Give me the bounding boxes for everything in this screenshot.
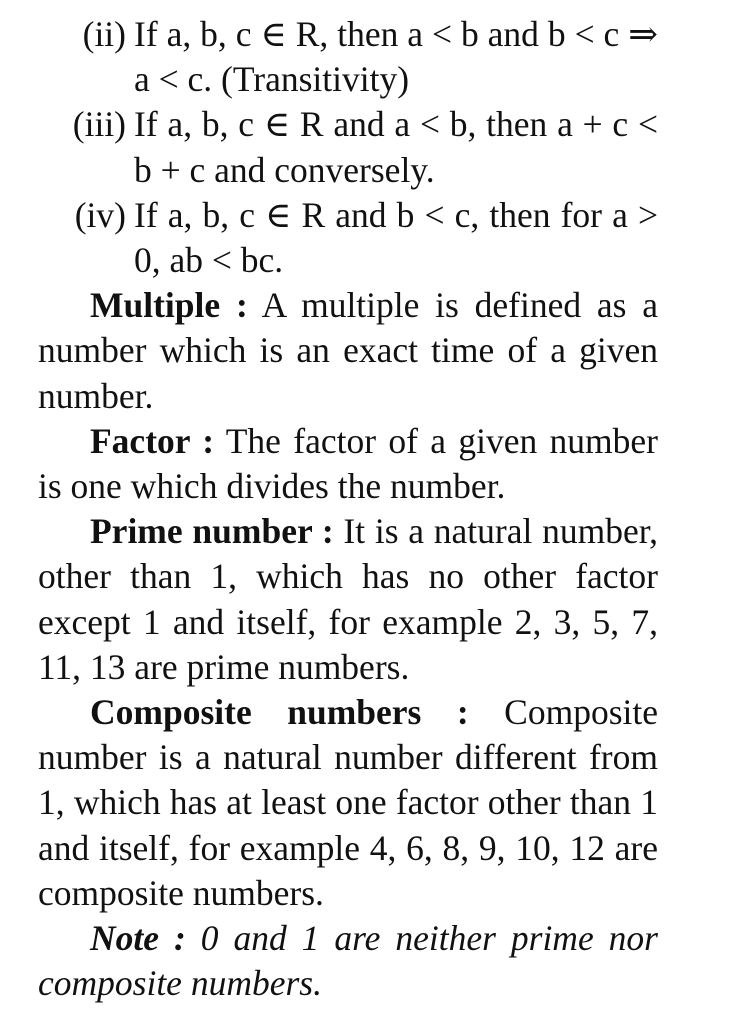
factor-term: Factor : [90,420,215,461]
multiple-definition [38,283,658,419]
property-text: If a, b, c ∈ R and b < c, then for a > 0, ab < bc. [134,194,658,281]
note-text: 0 and 1 are neither prime nor composite numbers. [38,918,658,1004]
composite-definition [38,690,658,916]
composite-text: Composite number is a natural number different from 1, which has at least one factor other than 1 and itself, for example 4, 6, 8, 9, 10, 12 are composite numbers. [38,692,658,913]
property-item-ii [38,12,658,102]
text-page [38,12,658,1006]
property-number: (iv) [74,194,126,235]
note-paragraph [38,916,658,1006]
property-number: (ii) [82,14,126,54]
property-text: If a, b, c ∈ R, then a < b and b < c ⇒ a < c. (Transitivity) [134,14,658,100]
note-term: Note : [90,918,186,959]
factor-definition [38,419,658,509]
prime-text: It is a natural number, other than 1, which has no other factor except 1 and itself, for example 2, 3, 5, 7, 11, 13 are prime numbers. [38,511,658,687]
factor-text: The factor of a given number is one which divides the number. [38,420,659,507]
composite-term: Composite numbers : [90,692,469,733]
multiple-text: A multiple is defined as a number which is an exact time of a given number. [38,285,659,416]
property-text: If a, b, c ∈ R and a < b, then a + c < b + c and conversely. [134,104,658,190]
property-item-iii [38,102,658,192]
multiple-term: Multiple : [90,285,248,326]
prime-definition [38,509,658,690]
prime-term: Prime number : [90,511,334,552]
property-number: (iii) [72,104,126,145]
property-item-iv [38,193,658,283]
